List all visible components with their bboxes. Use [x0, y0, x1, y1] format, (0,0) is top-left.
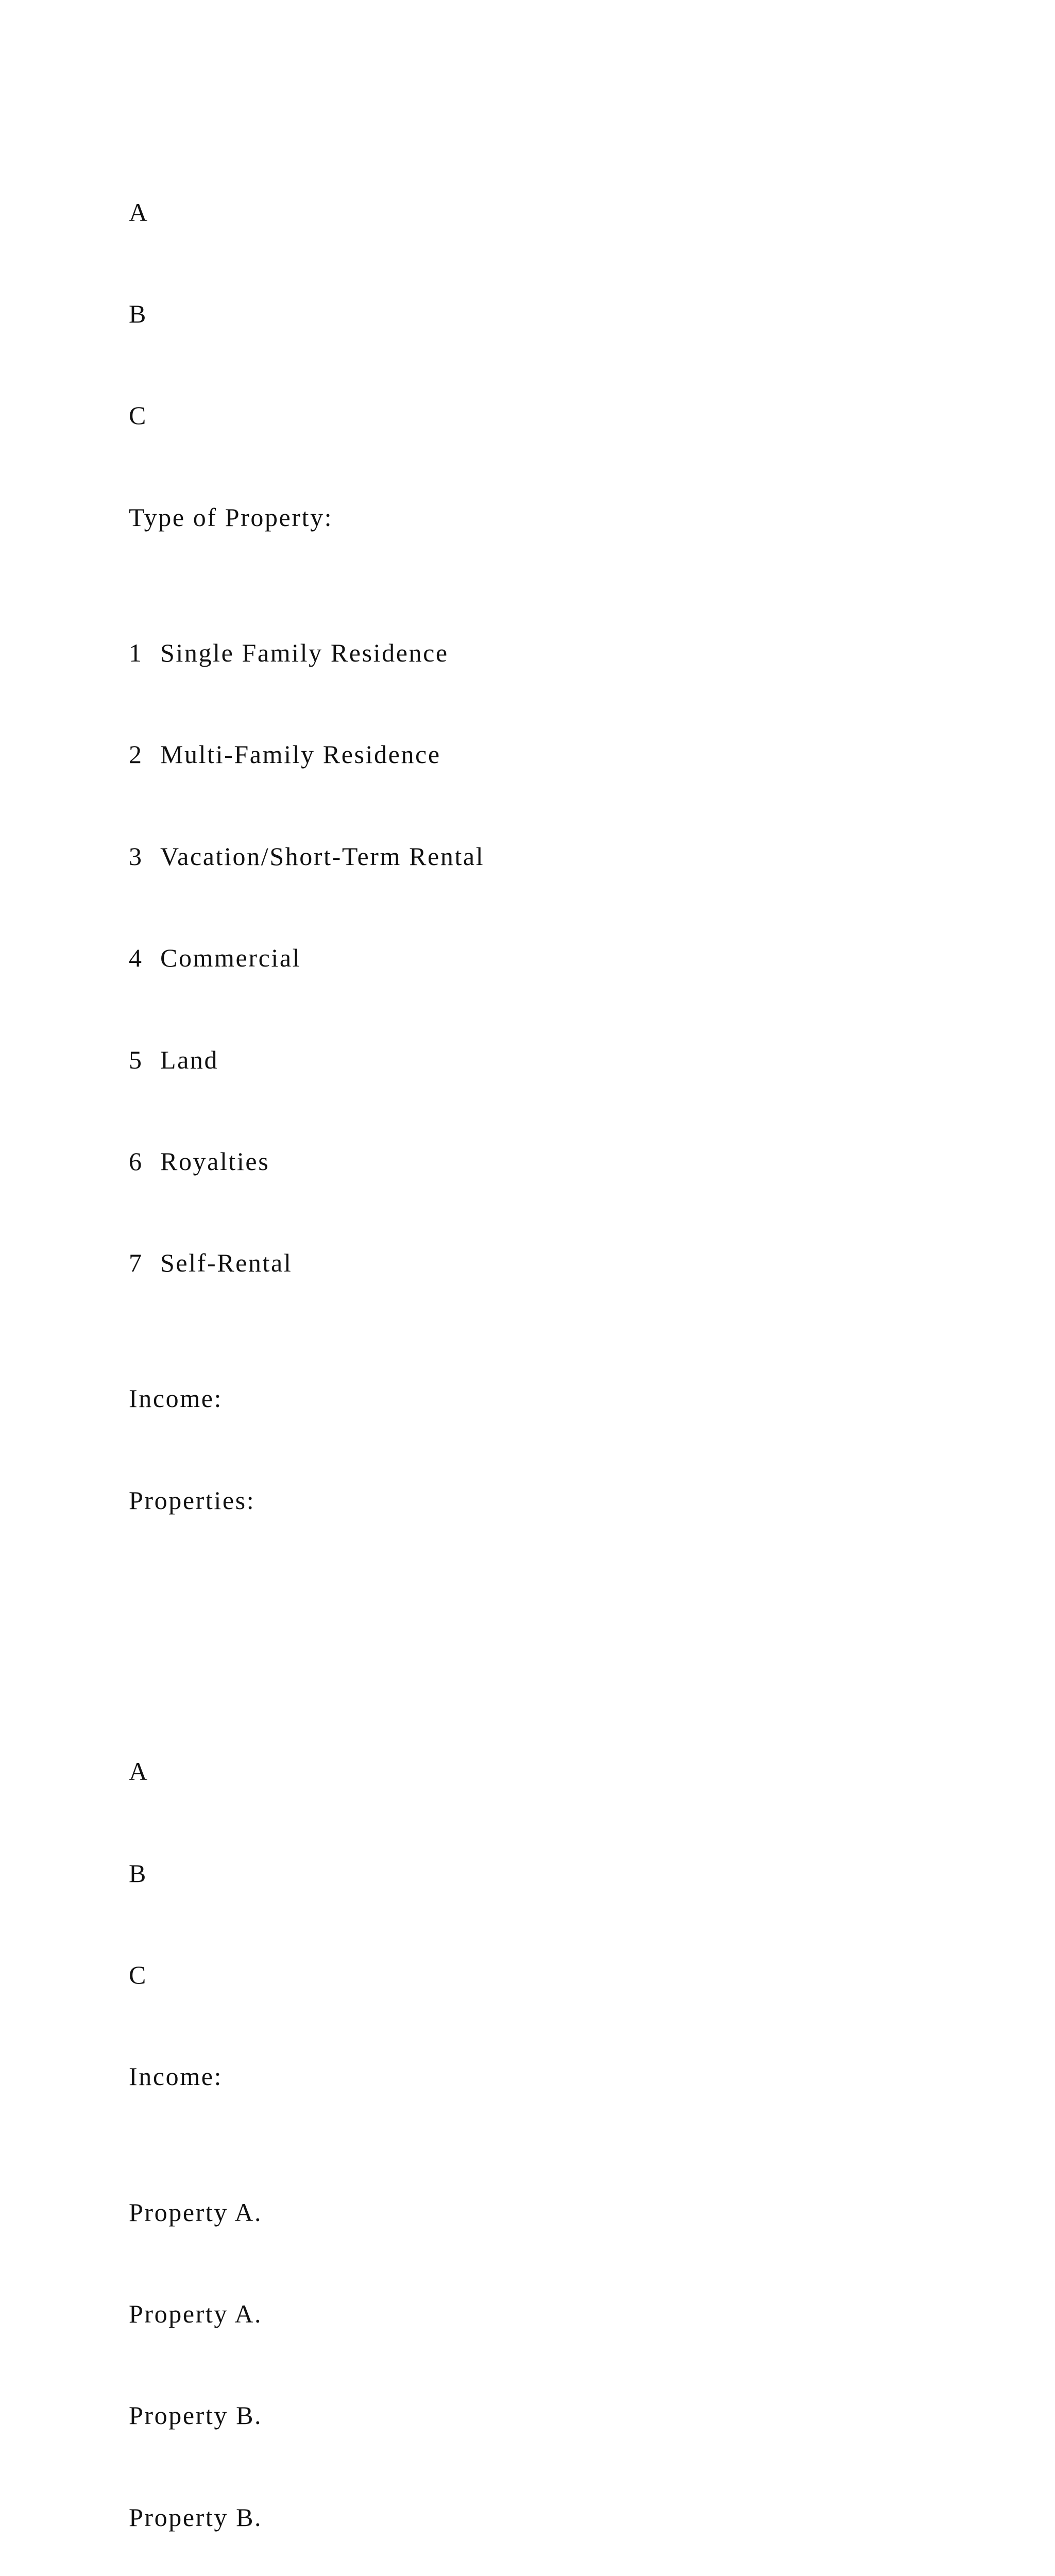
property-type-4 — [129, 941, 484, 975]
letter-c: C — [129, 1960, 147, 1990]
properties-heading: Properties: — [129, 1485, 256, 1515]
property-type-number: 6 — [129, 1146, 143, 1176]
property-type-1 — [129, 636, 484, 670]
property-type-2 — [129, 738, 484, 772]
property-type-label: Royalties — [160, 1146, 270, 1176]
property-type-label: Vacation/Short-Term Rental — [160, 841, 485, 871]
letter-b: B — [129, 299, 147, 328]
property-type-label: Self-Rental — [160, 1248, 293, 1278]
property-line: Property A. — [129, 2197, 263, 2227]
property-line: Property A. — [129, 2299, 263, 2328]
property-line: Property B. — [129, 2502, 263, 2532]
property-type-label: Commercial — [160, 943, 301, 973]
property-type-5 — [129, 1043, 484, 1077]
property-type-number: 7 — [129, 1248, 143, 1278]
income-heading: Income: — [129, 1384, 223, 1413]
blank-line — [129, 1619, 484, 1653]
property-type-7 — [129, 1246, 484, 1280]
letter-a: A — [129, 1757, 149, 1786]
property-type-6 — [129, 1145, 484, 1179]
property-type-number: 1 — [129, 638, 143, 667]
property-type-number: 3 — [129, 841, 143, 871]
property-type-3 — [129, 840, 484, 874]
letter-a: A — [129, 197, 149, 227]
property-type-number: 4 — [129, 943, 143, 973]
property-type-label: Multi-Family Residence — [160, 740, 441, 769]
property-type-number: 5 — [129, 1045, 143, 1074]
type-of-property-heading: Type of Property: — [129, 502, 333, 532]
letter-c: C — [129, 401, 147, 430]
property-line: Property B. — [129, 2401, 263, 2430]
property-type-label: Single Family Residence — [160, 638, 449, 667]
property-type-label: Land — [160, 1045, 219, 1074]
letter-b: B — [129, 1858, 147, 1888]
property-type-number: 2 — [129, 740, 143, 769]
income-heading: Income: — [129, 2062, 223, 2091]
document-text — [129, 128, 484, 2576]
